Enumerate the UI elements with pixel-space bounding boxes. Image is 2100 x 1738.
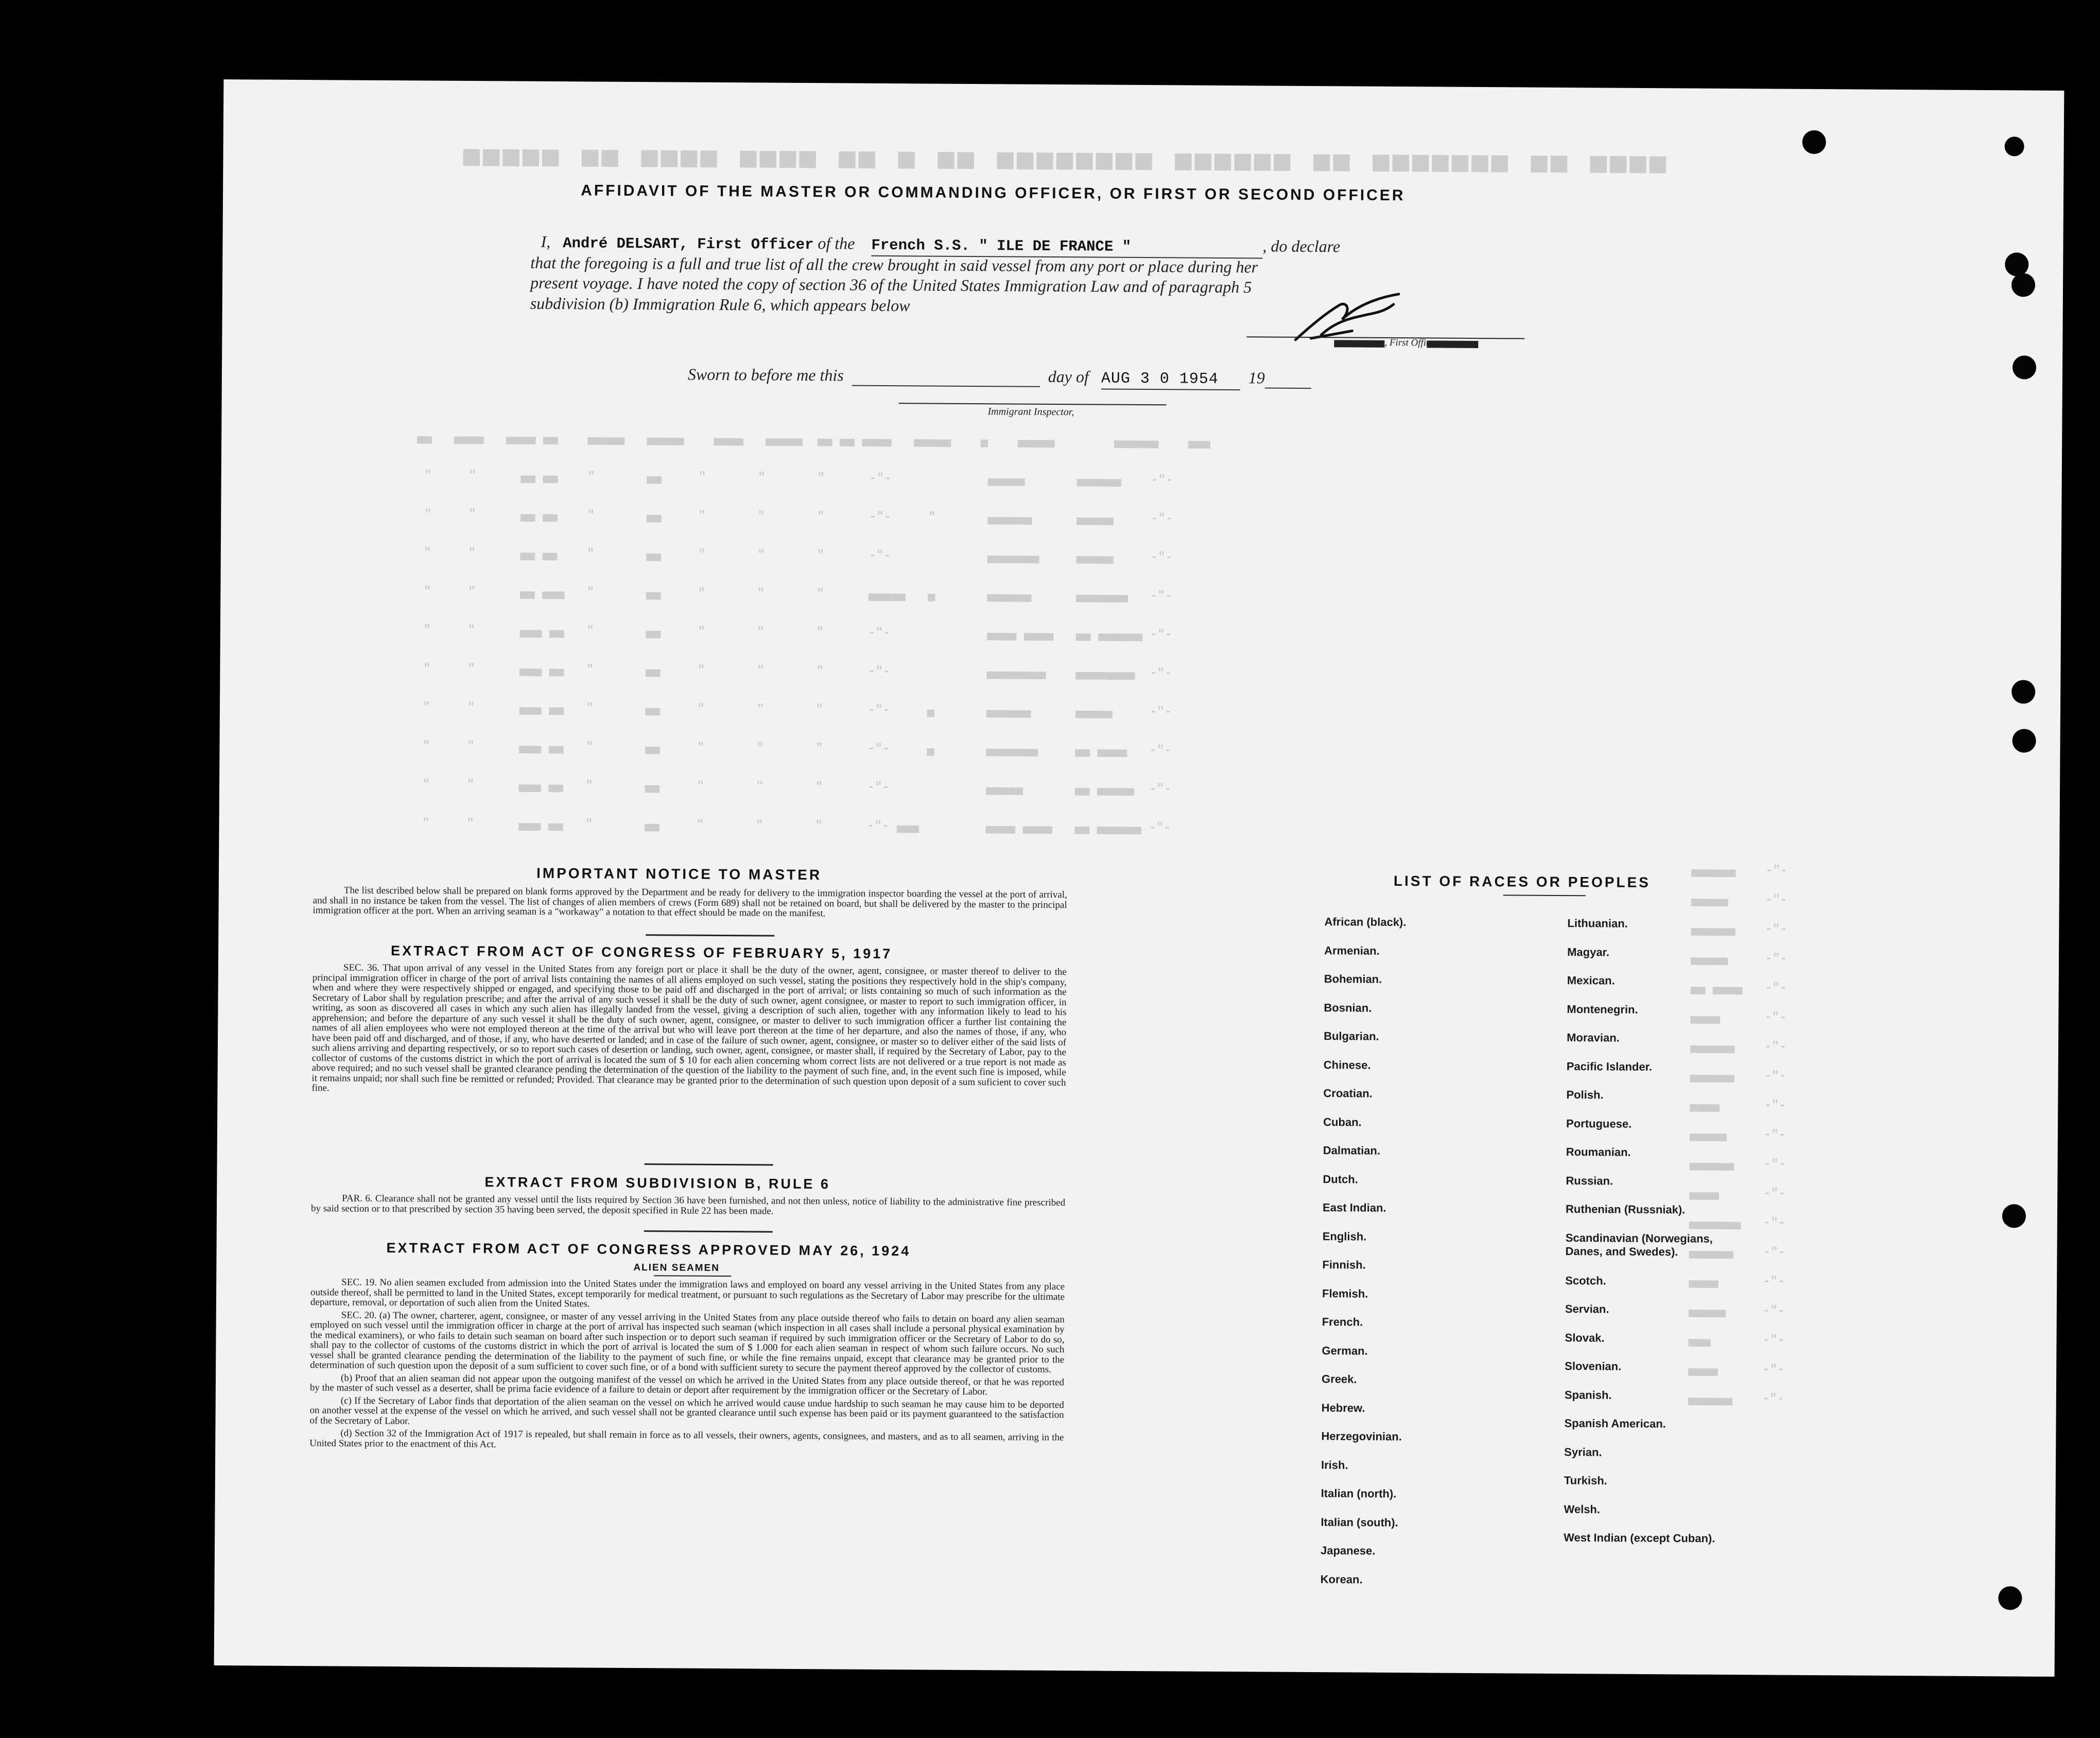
races-rule — [1503, 894, 1586, 896]
race-item: Portuguese. — [1566, 1116, 1632, 1130]
race-item: Polish. — [1566, 1088, 1604, 1102]
race-item: Bulgarian. — [1324, 1029, 1379, 1043]
binder-hole — [1998, 1586, 2022, 1610]
affidavit-of-the: of the — [818, 234, 855, 253]
extract3-rule — [654, 1275, 731, 1277]
race-item: Mexican. — [1567, 974, 1615, 987]
race-item: German. — [1322, 1344, 1368, 1357]
race-item: Syrian. — [1564, 1445, 1602, 1459]
race-item: Scotch. — [1565, 1274, 1606, 1287]
binder-hole — [2011, 273, 2035, 297]
race-item: Russian. — [1566, 1174, 1613, 1188]
sec19-paragraph: SEC. 19. No alien seamen excluded from admission into the United States under the immigration laws and employed on board any vessel arriving in the United States from any place outside thereof, shall be permitted to land in the United States, except temporarily for medical treatment, or pursuant to such regulations as the Secretary of Labor may prescribe for the ultimate departure, removal, or deportation of such alien from the United States. — [310, 1277, 1065, 1310]
extract3-subtitle: ALIEN SEAMEN — [633, 1262, 720, 1274]
sec20b-paragraph: (b) Proof that an alien seaman did not appear upon the outgoing manifest of the vessel on which he arrived in the United States from any place outside thereof, or that he was reported by the master of such vessel as a deserter, shall be prima facie evidence of a failure to detain or deport after requirement by the immigration officer or the Secretary of Labor. — [309, 1372, 1065, 1398]
race-item: Flemish. — [1322, 1286, 1368, 1300]
race-item: Servian. — [1565, 1302, 1609, 1316]
race-item: West Indian (except Cuban). — [1564, 1531, 1715, 1545]
extract2-title: EXTRACT FROM SUBDIVISION B, RULE 6 — [484, 1174, 830, 1192]
race-item: Roumanian. — [1566, 1145, 1631, 1159]
race-item: Slovenian. — [1565, 1360, 1622, 1373]
race-item: Moravian. — [1567, 1031, 1620, 1044]
date-stamp: AUG 3 0 1954 — [1101, 370, 1219, 388]
affidavit-do-declare: , do declare — [1262, 236, 1341, 256]
manifest-sheet — [214, 79, 2064, 1677]
race-item: Spanish American. — [1564, 1417, 1666, 1431]
race-item: African (black). — [1324, 915, 1407, 929]
race-item: Montenegrin. — [1567, 1002, 1638, 1016]
sworn-text: Sworn to before me this — [687, 365, 844, 385]
day-of-text: day of — [1048, 367, 1089, 386]
extract3-title: EXTRACT FROM ACT OF CONGRESS APPROVED MAY 26, 1924 — [386, 1240, 911, 1259]
race-item: Herzegovinian. — [1321, 1430, 1402, 1443]
binder-hole — [2002, 1204, 2026, 1228]
affidavit-line-2: that the foregoing is a full and true list of all the crew brought in said vessel from any port or place during her — [530, 253, 1258, 277]
race-item: Italian (south). — [1321, 1515, 1398, 1529]
race-item: Pacific Islander. — [1566, 1059, 1653, 1073]
extract2-rule — [644, 1230, 773, 1233]
binder-hole — [2011, 680, 2035, 703]
bleed-through-header: ▄▄▄▄ ▄▄ ▄▄▄▄▄▄▄ ▄▄ ▄▄▄▄▄▄ ▄▄▄▄▄▄▄▄ ▄▄ ▄ ▄▄ ▄▄▄▄ ▄▄▄▄ ▄▄ ▄▄▄▄▄ — [460, 134, 1667, 174]
bleed-through-right-column: ▄▄▄▄▄▄ -"- ▄▄▄▄▄ -"- ▄▄▄▄▄▄ -"- ▄▄▄▄▄ -"- ▄▄ ▄▄▄▄ -"- ▄▄▄▄ -"- ▄▄▄▄▄▄ -"- ▄▄▄▄▄▄ -"- ▄▄▄▄ -"- ▄▄▄▄▄ -"- ▄▄▄▄▄▄ -"- ▄▄▄▄ -"- ▄▄▄▄▄▄▄ -"- ▄▄▄▄▄▄ -"- ▄▄▄▄ -"- ▄▄▄▄▄ -"- ▄▄▄ -"- ▄▄▄▄ -"- ▄▄▄▄▄▄ -"- — [1688, 863, 1788, 1406]
officer-title-line: , First Officer, — [1384, 337, 1441, 349]
race-item: Spanish. — [1564, 1388, 1612, 1402]
race-item: East Indian. — [1323, 1201, 1386, 1214]
sec20a-paragraph: SEC. 20. (a) The owner, charterer, agent, consignee, or master of any vessel arriving in the United States from any place outside thereof who fails to detain on board any alien seaman employed on such vessel until the immigration officer in charge at the port of arrival has inspected such seaman (which inspection in all cases shall include a personal physical examination by the medical examiners), or who fails to detain such seaman on board after such inspection or to deport such seaman if required by such immigration officer or the Secretary of Labor to do so, shall pay to the collector of customs of the customs district in which the port of arrival is located the sum of $ 1.000 for each alien seaman in respect of whom such failure occurs. No such vessel shall be granted clearance pending the determination of the liability to the payment of such fine, or while the fine remains unpaid, except that clearance may be granted prior to the determination of such question upon the deposit of a sum sufficient to cover such fine, or of a bond with sufficient surety to secure the payment thereof approved by the collector of customs. — [310, 1310, 1065, 1375]
race-item: Scandinavian (Norwegians, Danes, and Swedes). — [1565, 1231, 1713, 1258]
extract1-body — [311, 962, 1067, 1100]
race-item: Greek. — [1321, 1372, 1357, 1386]
bleed-through-column-rows: ▄▄ ▄▄▄▄ ▄▄▄▄ ▄▄ ▄▄▄▄▄ ▄▄▄▄▄ ▄▄▄▄ ▄▄▄▄▄ ▄▄ ▄▄ ▄▄▄▄ ▄▄▄▄▄ ▄ ▄▄▄▄▄ ▄▄▄▄▄▄ ▄▄▄ " " ▄▄ ▄▄ " ▄▄ " " " -"- ▄▄▄▄▄ ▄▄▄▄▄▄ -"- " " ▄▄ ▄▄ " ▄▄ " " " -"- " ▄▄▄▄▄▄ ▄▄▄▄▄ -"- " " ▄▄ ▄▄ " ▄▄ " " " -"- ▄▄▄▄▄▄▄ ▄▄▄▄▄ -"- " " ▄▄ ▄▄▄ " ▄▄ " " " ▄▄▄▄▄ ▄ ▄▄▄▄▄▄ ▄▄▄▄▄▄▄ -"- " " ▄▄▄ ▄▄ " ▄▄ " " " -"- ▄▄▄▄ ▄▄▄▄ ▄▄ ▄▄▄▄▄▄ -"- " " ▄▄▄ ▄▄ " ▄▄ " " " -"- ▄▄▄▄▄▄▄▄ ▄▄▄▄▄▄▄▄ -"- " " ▄▄▄ ▄▄ " ▄▄ " " " -"- ▄ ▄▄▄▄▄▄ ▄▄▄▄▄ -"- " " ▄▄▄ ▄▄ " ▄▄ " " " -"- ▄ ▄▄▄▄▄▄▄ ▄▄ ▄▄▄▄ -"- " " ▄▄▄ ▄▄ " ▄▄ " " " -"- ▄▄▄▄▄ ▄▄ ▄▄▄▄▄ -"- " " ▄▄▄ ▄▄ " ▄▄ " " " -"- ▄▄▄ ▄▄▄▄ ▄▄▄▄ ▄▄ ▄▄▄▄▄▄ -"- — [414, 430, 1211, 835]
extract1-paragraph: SEC. 36. That upon arrival of any vessel in the United States from any foreign port or place it shall be the duty of the owner, agent, consignee, or master thereof to deliver to the principal immigration officer in charge of the port of arrival lists containing the names of all aliens employed on such vessel, stating the positions they respectively hold in the ship's company, when and where they were respectively shipped or engaged, and specifying those to be paid off and discharged in the port of arrival; or lists containing so much of such information as the Secretary of Labor shall by regulation prescribe; and after the arrival of any such vessel it shall be the duty of such owner, agent consignee, or master to report to such immigration officer, in writing, as soon as discovered all cases in which any such alien has illegally landed from the vessel, giving a description of such alien, together with any information likely to lead to his apprehension; and before the departure of any such vessel it shall be the duty of such owner, agent, consignee, or master to deliver to such immigration officer a further list containing the names of all alien employees who were not employed thereon at the time of the arrival but who will leave port thereon at the time of her departure, and also the names of those, if any, who have been paid off and discharged, and of those, if any, who have deserted or landed; and in case of the failure of such owner, agent, consignee, or master so to deliver either of the said lists of such aliens arriving and departing respectively, or so to report such cases of desertion or landing, such owner, agent, consignee, or master shall, if required by the Secretary of Labor, pay to the collector of customs of the customs district in which the port of arrival is located the sum of $ 10 for each alien concerning whom correct lists are not delivered or a true report is not made as above required; and no such vessel shall be granted clearance pending the determination of the question of the liability to the payment of such fine, and, in the event such fine is imposed, while it remains unpaid; nor shall such fine be remitted or refunded; Provided. That clearance may be granted prior to the determination of such question upon deposit of a sum suficient to cover such fine. — [311, 962, 1067, 1094]
race-item: English. — [1322, 1229, 1367, 1243]
extract2-body — [311, 1193, 1065, 1220]
race-item: Irish. — [1321, 1458, 1348, 1472]
year-prefix: 19 — [1248, 368, 1265, 387]
races-title: LIST OF RACES OR PEOPLES — [1393, 873, 1651, 891]
race-item: Hebrew. — [1321, 1401, 1365, 1415]
sec20d-paragraph: (d) Section 32 of the Immigration Act of 1917 is repealed, but shall remain in force as to all vessels, their owners, agents, consignees, and masters, and as to all seamen, arriving in the United States prior to the enactment of this Act. — [309, 1427, 1064, 1450]
extract1-rule — [645, 1163, 773, 1166]
race-item: Bohemian. — [1324, 972, 1382, 986]
notice-paragraph: The list described below shall be prepared on blank forms approved by the Department and be ready for delivery to the immigration inspector boarding the vessel at the port of arrival, and shall in no instance be taken from the vessel. The list of changes of alien members of crews (Form 689) shall not be retained on board, but shall be delivered by the master to the principal immigration officer at the port. When an arriving seaman is a "workaway" a notation to that effect should be made on the manifest. — [313, 885, 1067, 919]
race-item: Italian (north). — [1321, 1487, 1397, 1501]
extract2-paragraph: PAR. 6. Clearance shall not be granted any vessel until the lists required by Section 36 have been furnished, and not then unless, notice of liability to the administrative fine prescribed by said section or to that prescribed by section 35 having been served, the deposit specified in Rule 22 has been made. — [310, 1193, 1066, 1217]
races-right-column — [1563, 917, 1758, 1664]
race-item: Finnish. — [1322, 1258, 1366, 1271]
race-item: Dalmatian. — [1323, 1144, 1381, 1157]
sec20c-paragraph: (c) If the Secretary of Labor finds that deportation of the alien seaman on the vessel on which he arrived would cause undue hardship to such seaman he may cause him to be deported on another vessel at the expense of the vessel on which he arrived, and such vessel shall not be granted clearance until such expense has been paid or its payment guaranteed to the satisfaction of the Secretary of Labor. — [309, 1395, 1064, 1426]
extract3-body — [309, 1277, 1065, 1455]
race-item: Lithuanian. — [1567, 917, 1628, 930]
binder-hole — [2005, 252, 2028, 276]
notice-rule — [646, 934, 774, 937]
officer-name-typed: André DELSART, First Officer — [563, 235, 814, 254]
race-item: Welsh. — [1564, 1502, 1601, 1516]
race-item: French. — [1322, 1315, 1363, 1329]
race-item: Cuban. — [1323, 1115, 1362, 1129]
binder-hole — [2012, 729, 2036, 752]
vessel-name-typed: French S.S. " ILE DE FRANCE " — [871, 236, 1132, 255]
affidavit-line-3: present voyage. I have noted the copy of section 36 of the United States Immigration Law and of paragraph 5 — [530, 273, 1252, 297]
race-item: Turkish. — [1564, 1474, 1607, 1487]
race-item: Slovak. — [1565, 1331, 1605, 1345]
race-item: Magyar. — [1567, 945, 1610, 959]
inspector-line — [899, 403, 1167, 405]
race-item: Armenian. — [1324, 943, 1380, 957]
binder-hole — [2012, 355, 2036, 379]
binder-hole — [1802, 130, 1826, 154]
affidavit-line-4: subdivision (b) Immigration Rule 6, which appears below — [530, 294, 910, 315]
race-item: Korean. — [1320, 1572, 1363, 1586]
sworn-line — [688, 365, 1311, 391]
extract1-title: EXTRACT FROM ACT OF CONGRESS OF FEBRUARY 5, 1917 — [391, 943, 893, 962]
races-left-column — [1320, 915, 1515, 1663]
race-item: Bosnian. — [1324, 1001, 1372, 1014]
notice-title: IMPORTANT NOTICE TO MASTER — [536, 865, 822, 883]
inspector-label: Immigrant Inspector, — [987, 406, 1074, 418]
affidavit-i: I, — [541, 232, 551, 251]
binder-hole — [2005, 136, 2024, 156]
race-item: Chinese. — [1323, 1058, 1371, 1072]
race-item: Ruthenian (Russniak). — [1566, 1202, 1686, 1216]
race-item: Dutch. — [1323, 1172, 1358, 1186]
notice-body — [313, 885, 1067, 922]
race-item: Japanese. — [1320, 1544, 1376, 1557]
affidavit-heading: AFFIDAVIT OF THE MASTER OR COMMANDING OFFICER, OR FIRST OR SECOND OFFICER — [581, 182, 1405, 204]
signature-strike-1 — [1334, 340, 1384, 348]
race-item: Croatian. — [1323, 1087, 1373, 1100]
